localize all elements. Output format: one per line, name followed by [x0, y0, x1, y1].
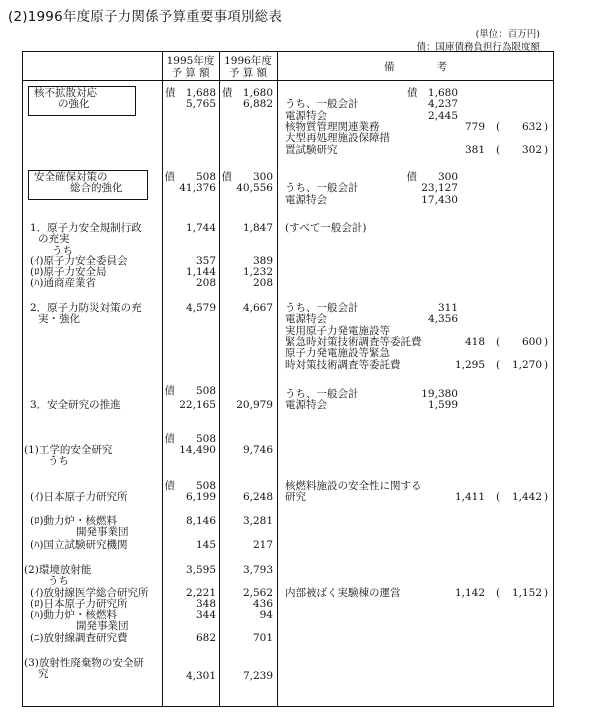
remark-text: 電源特会 [285, 193, 327, 206]
value-1996: 94 [259, 609, 273, 621]
value-1996: 1,232 [242, 266, 273, 278]
remark-sub-amount: 381 [464, 143, 485, 156]
remark-text: うち、一般会計 [285, 388, 359, 400]
paren-close: ) [544, 335, 549, 348]
remark-sub-amount: 1,295 [454, 358, 485, 371]
row-label: 2．原子力防災対策の充 [30, 302, 142, 314]
remark-text: 研究 [285, 491, 306, 504]
row-label: 安全確保対策の [34, 171, 108, 183]
value-1996: 208 [252, 277, 273, 289]
value-1995: 5,765 [185, 98, 216, 111]
document-title: (2)1996年度原子力関係予算重要事項別総表 [8, 9, 283, 25]
value-1996: 3,281 [242, 515, 273, 527]
paren-close: ) [544, 587, 549, 599]
row-label: (ﾛ)原子力安全局 [30, 266, 107, 278]
value-1995: 債 1,688 [164, 87, 216, 99]
remark-text: うち、一般会計 [285, 182, 359, 195]
value-1995: 債 508 [164, 480, 216, 492]
value-1996: 4,667 [242, 302, 273, 314]
remark-text: 緊急時対策技術調査等委託費 [285, 335, 422, 348]
remark-amount: 2,445 [427, 109, 458, 122]
remark-text: 原子力発電施設等緊急 [285, 347, 390, 360]
header-separator [22, 80, 554, 81]
value-1995: 357 [195, 255, 216, 267]
row-label: (1)工学的安全研究 [24, 444, 113, 456]
remark-sub-amount: 779 [464, 120, 485, 133]
remark-text: 時対策技術調査等委託費 [285, 358, 401, 371]
paren-open: ( [496, 143, 501, 156]
value-1996: 9,746 [242, 444, 273, 456]
remark-text: 核物質管理関連業務 [285, 120, 380, 133]
row-label: 総合的強化 [70, 182, 123, 195]
row-label: (ﾊ)動力炉・核燃料 [30, 609, 117, 621]
remark-prev-amount: 600 [521, 335, 542, 348]
row-label: (ｲ)放射線医学総合研究所 [30, 587, 149, 599]
value-1996: 債 1,680 [221, 87, 273, 99]
value-1996: 389 [252, 255, 273, 267]
row-label: うち [48, 455, 69, 468]
value-1995: 債 508 [164, 385, 216, 397]
value-1996: 701 [252, 632, 273, 644]
value-1995: 2,221 [185, 587, 216, 599]
remark-sub-amount: 418 [464, 335, 485, 348]
row-label: 1．原子力安全規制行政 [30, 222, 142, 234]
row-label: (3)放射性廃棄物の安全研 [24, 657, 144, 669]
row-label: うち [48, 575, 69, 588]
header-1995: 1995年度 予 算 額 [166, 55, 215, 79]
column-divider-remarks [277, 51, 278, 707]
row-label: の充実 [38, 233, 70, 246]
value-1995: 3,595 [185, 564, 216, 576]
row-label: 実・強化 [38, 313, 80, 326]
row-label: (ｲ)原子力安全委員会 [30, 255, 128, 267]
remark-sub-amount: 1,142 [454, 587, 485, 599]
debt-note: 債：国庫債務負担行為限度額 [416, 42, 540, 53]
paren-open: ( [496, 335, 501, 348]
remark-text: 置試験研究 [285, 143, 338, 156]
remark-amount: 17,430 [421, 193, 458, 206]
header-1996: 1996年度 予 算 額 [224, 55, 272, 79]
value-1995: 682 [195, 632, 216, 644]
value-1996: 436 [252, 598, 273, 610]
row-label: 開発事業団 [76, 620, 129, 633]
value-1995: 4,579 [185, 302, 216, 314]
remark-amount: 311 [437, 302, 458, 314]
value-1996: 7,239 [242, 670, 273, 682]
paren-open: ( [496, 587, 501, 599]
paren-open: ( [496, 491, 501, 504]
value-1996: 20,979 [236, 399, 273, 411]
remark-text: うち、一般会計 [285, 98, 359, 111]
remark-text: うち、一般会計 [285, 302, 359, 314]
value-1996: 1,847 [242, 222, 273, 234]
value-1996: 40,556 [236, 182, 273, 195]
value-1996: 6,248 [242, 491, 273, 503]
value-1996: 2,562 [242, 587, 273, 599]
value-1995: 1,744 [185, 222, 216, 234]
remark-amount: 1,599 [427, 399, 458, 412]
value-1995: 8,146 [185, 515, 216, 527]
value-1996: 3,793 [242, 564, 273, 576]
remark-text: 核燃料施設の安全性に関する [285, 480, 422, 492]
value-1995: 348 [195, 598, 216, 610]
remark-text: 電源特会 [285, 399, 327, 412]
remark-prev-amount: 1,270 [511, 358, 542, 371]
paren-open: ( [496, 120, 501, 133]
value-1995: 145 [195, 539, 216, 551]
value-1995: 41,376 [179, 182, 216, 195]
paren-close: ) [544, 143, 549, 156]
value-1995: 14,490 [179, 444, 216, 457]
row-label: 開発事業団 [76, 526, 129, 539]
header-remarks: 備 考 [384, 61, 447, 73]
value-1996: 6,882 [242, 98, 273, 111]
paren-close: ) [544, 358, 549, 371]
paren-open: ( [496, 358, 501, 371]
remark-amount: 債 1,680 [406, 87, 458, 99]
paren-close: ) [544, 491, 549, 504]
row-label: (ﾊ)通商産業省 [30, 277, 96, 289]
row-label: の強化 [58, 98, 90, 111]
remark-amount: 4,356 [427, 313, 458, 326]
value-1996: 217 [252, 539, 273, 551]
remark-prev-amount: 1,442 [511, 491, 542, 504]
remark-sub-amount: 1,411 [454, 491, 485, 504]
value-1995: 22,165 [179, 399, 216, 411]
remark-text: 電源特会 [285, 313, 327, 326]
value-1995: 債 508 [164, 171, 216, 183]
row-label: うち [52, 244, 73, 257]
row-label: 3．安全研究の推進 [30, 399, 121, 411]
remark-prev-amount: 632 [521, 120, 542, 133]
value-1995: 208 [195, 277, 216, 289]
value-1995: 344 [195, 609, 216, 621]
value-1995: 1,144 [185, 266, 216, 278]
value-1995: 6,199 [185, 491, 216, 504]
value-1996: 債 300 [221, 171, 273, 183]
remark-amount: 債 300 [406, 171, 458, 183]
unit-note: (単位：百万円) [475, 29, 540, 40]
remark-text: 電源特会 [285, 109, 327, 122]
remark-text: (すべて一般会計) [285, 222, 367, 234]
row-label: (ｲ)日本原子力研究所 [30, 491, 128, 503]
value-1995: 4,301 [185, 670, 216, 682]
value-1995: 債 508 [164, 433, 216, 445]
remark-prev-amount: 302 [521, 143, 542, 156]
remark-prev-amount: 1,152 [511, 587, 542, 599]
row-label: (ﾛ)日本原子力研究所 [30, 598, 128, 610]
remark-text: 内部被ばく実験棟の運営 [285, 587, 401, 599]
remark-text: 大型再処理施設保障措 [285, 132, 390, 145]
remark-amount: 4,237 [427, 98, 458, 111]
remark-text: 実用原子力発電施設等 [285, 324, 390, 337]
paren-close: ) [544, 120, 549, 133]
row-label: 核不拡散対応 [34, 87, 97, 99]
row-label: 究 [38, 668, 49, 681]
row-label: (ﾊ)国立試験研究機関 [30, 539, 128, 551]
row-label: (ﾆ)放射線調査研究費 [30, 632, 128, 644]
row-label: (ﾛ)動力炉・核燃料 [30, 515, 117, 527]
remark-amount: 19,380 [421, 388, 458, 400]
row-label: (2)環境放射能 [24, 564, 92, 576]
remark-amount: 23,127 [421, 182, 458, 195]
